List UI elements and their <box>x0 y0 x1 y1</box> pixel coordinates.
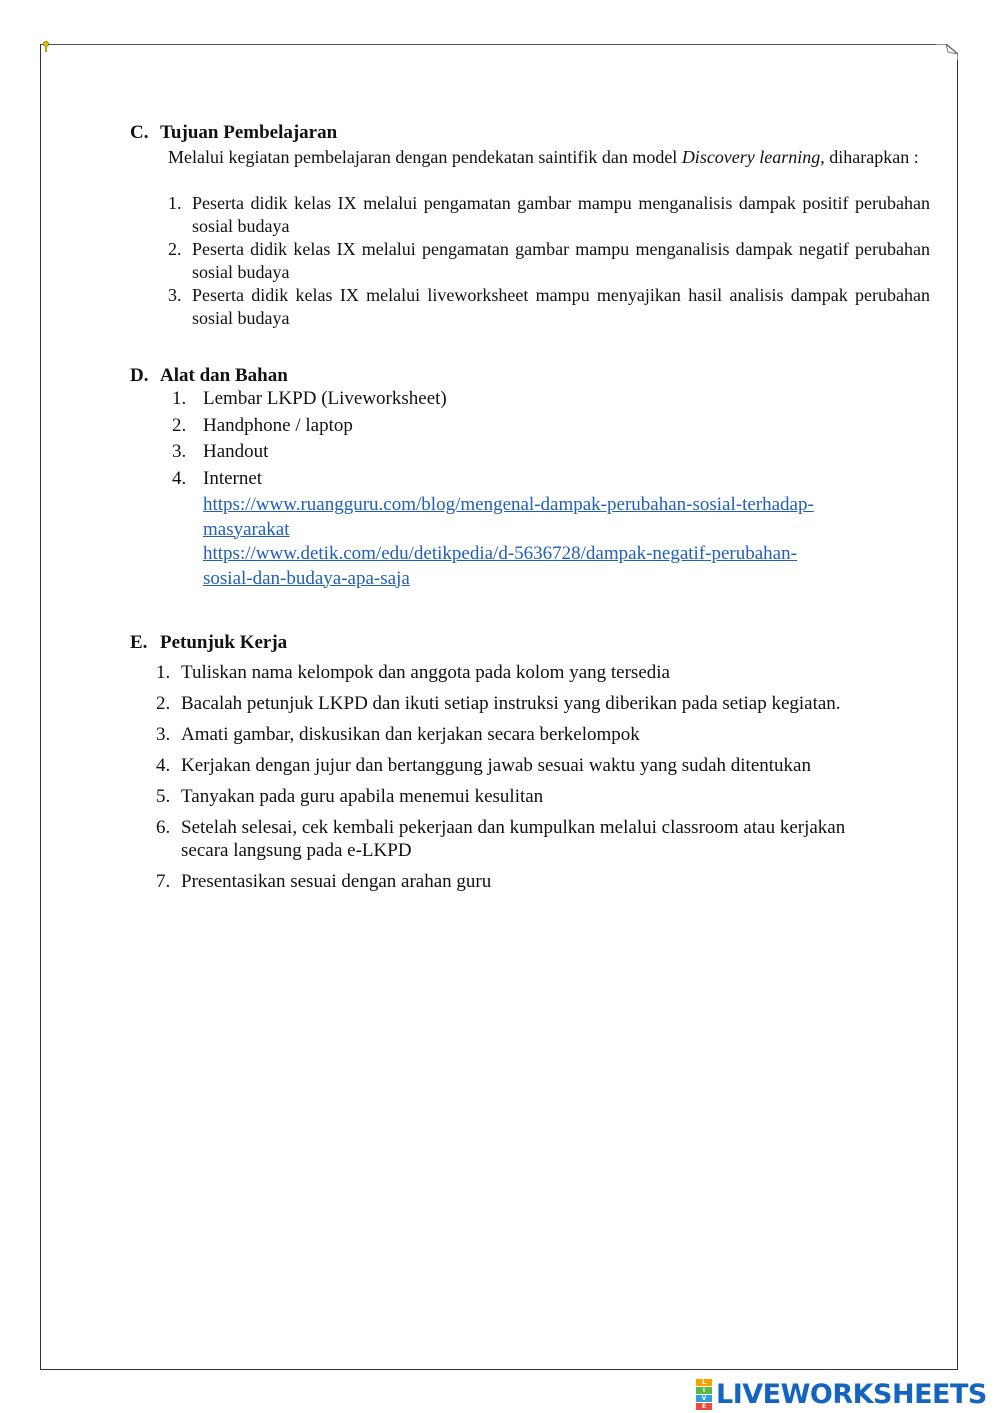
section-c-title: Tujuan Pembelajaran <box>160 122 338 143</box>
ruangguru-link[interactable] <box>203 493 883 542</box>
logo-letter: I <box>696 1387 712 1394</box>
section-c-letter: C. <box>130 122 149 143</box>
logo-letter: V <box>696 1395 712 1402</box>
link-line: sosial-dan-budaya-apa-saja <box>203 567 410 589</box>
link-line: masyarakat <box>203 518 290 540</box>
item-number: 7. <box>156 871 171 892</box>
section-e-letter: E. <box>130 632 148 653</box>
item-text: Peserta didik kelas IX melalui liveworksheet mampu menyajikan hasil analisis dampak perubahan sosial budaya <box>192 285 930 328</box>
section-d-title: Alat dan Bahan <box>160 365 288 386</box>
list-item <box>156 816 896 862</box>
item-text: Peserta didik kelas IX melalui pengamatan gambar mampu menganalisis dampak positif perubahan sosial budaya <box>192 193 930 236</box>
intro-text-end: , diharapkan : <box>820 147 919 167</box>
item-text: Handout <box>203 441 269 462</box>
instructions-list <box>156 661 896 901</box>
detik-link[interactable] <box>203 542 883 591</box>
list-item <box>156 692 896 715</box>
item-number: 1. <box>168 193 182 213</box>
link-line: https://www.ruangguru.com/blog/mengenal-dampak-perubahan-sosial-terhadap- <box>203 494 814 515</box>
item-number: 2. <box>172 414 187 436</box>
anchor-pin-icon <box>42 40 50 52</box>
item-text: Handphone / laptop <box>203 414 353 436</box>
list-item <box>172 386 872 413</box>
item-number: 2. <box>168 239 182 259</box>
reference-links <box>203 493 883 591</box>
list-item <box>172 413 872 440</box>
list-item <box>168 192 930 238</box>
list-item <box>156 870 896 893</box>
item-text: Kerjakan dengan jujur dan bertanggung jawab sesuai waktu yang sudah ditentukan <box>181 755 811 776</box>
item-number: 1. <box>156 662 171 683</box>
item-number: 3. <box>168 285 182 305</box>
section-e-title: Petunjuk Kerja <box>160 632 288 653</box>
objectives-list <box>168 192 930 330</box>
intro-text: Melalui kegiatan pembelajaran dengan pendekatan saintifik dan model <box>168 147 682 167</box>
item-text: Tuliskan nama kelompok dan anggota pada kolom yang tersedia <box>181 662 670 683</box>
item-text: Internet <box>203 467 263 489</box>
item-text: Bacalah petunjuk LKPD dan ikuti setiap instruksi yang diberikan pada setiap kegiatan. <box>181 693 841 714</box>
list-item <box>156 661 896 684</box>
section-c-intro <box>168 146 930 169</box>
list-item <box>172 439 872 466</box>
section-c-heading <box>130 122 337 144</box>
item-number: 3. <box>172 441 187 462</box>
logo-letter: L <box>696 1379 712 1386</box>
brand-wordmark: LIVEWORKSHEETS <box>716 1378 987 1410</box>
list-item <box>172 466 872 493</box>
list-item <box>168 238 930 284</box>
list-item <box>168 284 930 330</box>
item-text: Setelah selesai, cek kembali pekerjaan dan kumpulkan melalui classroom atau kerjakan secara langsung pada e-LKPD <box>181 817 846 861</box>
item-number: 6. <box>156 817 171 838</box>
page-corner-fold <box>936 44 958 60</box>
item-number: 2. <box>156 693 171 714</box>
item-text: Lembar LKPD (Liveworksheet) <box>203 388 447 409</box>
item-number: 4. <box>156 755 171 776</box>
list-item <box>156 754 896 777</box>
item-text: Presentasikan sesuai dengan arahan guru <box>181 871 492 892</box>
item-text: Amati gambar, diskusikan dan kerjakan secara berkelompok <box>181 724 640 745</box>
item-number: 4. <box>172 467 187 489</box>
section-d-letter: D. <box>130 365 149 386</box>
item-number: 1. <box>172 388 187 409</box>
link-line: https://www.detik.com/edu/detikpedia/d-5636728/dampak-negatif-perubahan- <box>203 543 797 564</box>
liveworksheets-brand[interactable] <box>696 1378 987 1410</box>
list-item <box>156 723 896 746</box>
section-d-heading <box>130 365 288 387</box>
logo-letter: E <box>696 1403 712 1410</box>
item-number: 3. <box>156 724 171 745</box>
item-text: Peserta didik kelas IX melalui pengamatan gambar mampu menganalisis dampak negatif perubahan sosial budaya <box>192 239 930 282</box>
materials-list <box>172 386 872 492</box>
item-number: 5. <box>156 786 171 807</box>
section-e-heading <box>130 632 287 654</box>
list-item <box>156 785 896 808</box>
intro-italic: Discovery learning <box>681 147 821 167</box>
liveworksheets-logo-icon <box>696 1379 712 1410</box>
item-text: Tanyakan pada guru apabila menemui kesulitan <box>181 786 544 807</box>
